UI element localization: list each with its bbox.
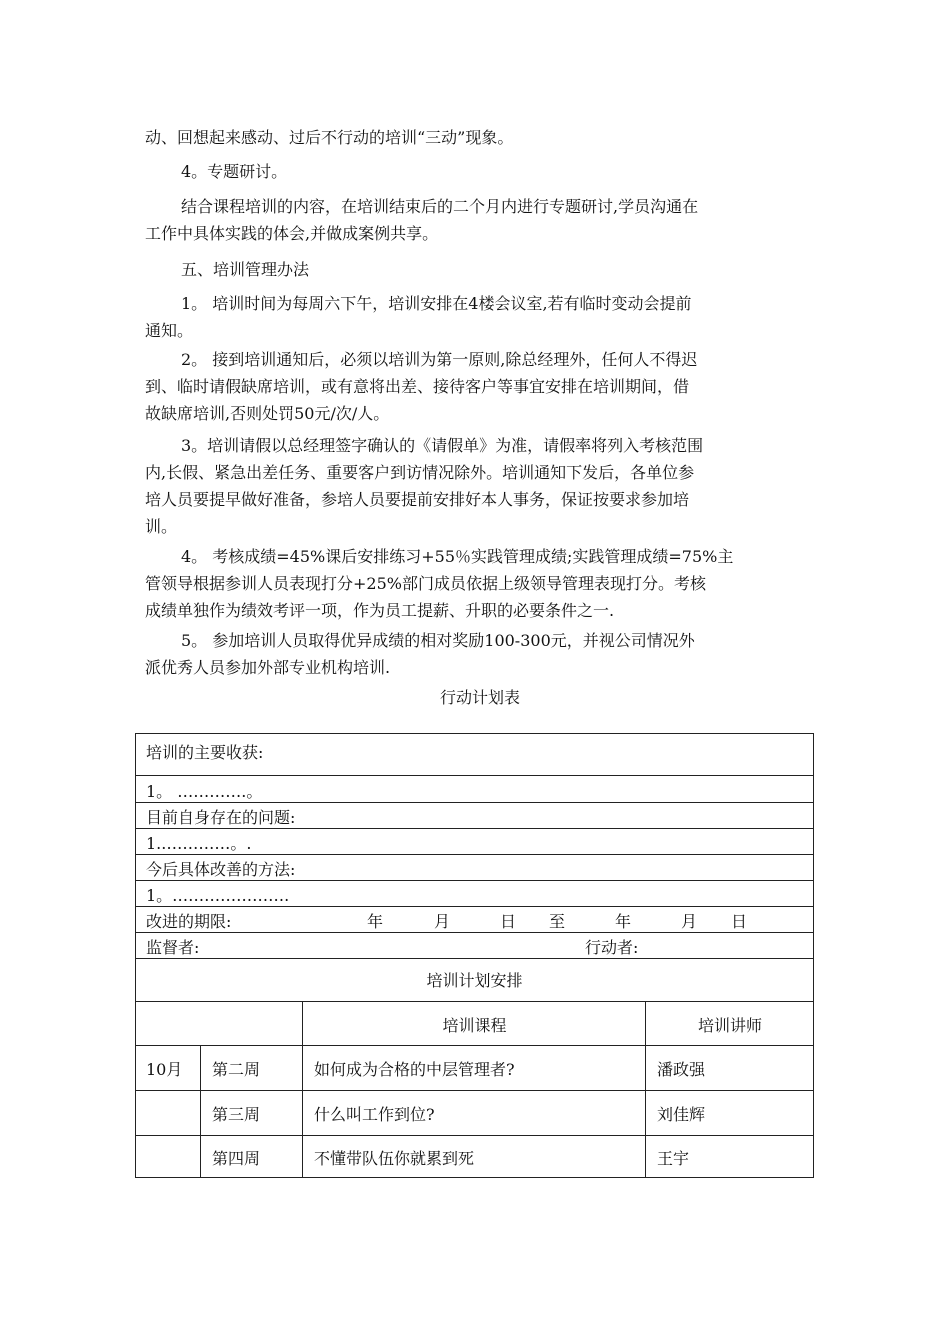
paragraph-rule-2 [145,346,815,427]
text-line: 到、临时请假缺席培训，或有意将出差、接待客户等事宜安排在培训期间，借 [145,377,690,396]
day-label: 日 [500,912,517,931]
course-cell: 如何成为合格的中层管理者? [314,1060,515,1079]
text-line: 4。 考核成绩=45%课后安排练习+55％实践管理成绩;实践管理成绩=75%主 [181,547,734,566]
lecturer-cell: 王宇 [657,1149,690,1168]
lecturer-cell: 刘佳辉 [657,1105,706,1124]
text-line: 培人员要提早做好准备，参培人员要提前安排好本人事务，保证按要求参加培 [145,490,690,509]
year-label: 年 [615,912,632,931]
gains-item-row [136,775,813,803]
paragraph-1 [145,124,815,151]
heading-management [145,256,851,283]
paragraph-rule-1 [145,290,815,344]
schedule-row [136,1090,813,1136]
column-divider [645,1001,646,1178]
lecturer-cell: 潘政强 [657,1060,706,1079]
problems-label-row [136,802,813,829]
text-line: 五、培训管理办法 [181,260,310,279]
text-line: 4。专题研讨。 [181,162,288,181]
course-cell: 什么叫工作到位? [314,1105,435,1124]
text-line: 动、回想起来感动、过后不行动的培训“三动”现象。 [145,128,514,147]
month-label: 月 [434,912,451,931]
week-cell: 第三周 [212,1105,261,1124]
week-cell: 第二周 [212,1060,261,1079]
course-header: 培训课程 [442,1016,507,1035]
actor-label: 行动者: [585,938,639,957]
day-label: 日 [731,912,748,931]
text-line: 成绩单独作为绩效考评一项，作为员工提薪、升职的必要条件之一. [145,601,615,620]
supervisor-label: 监督者: [146,938,200,957]
text-line: 管领导根据参训人员表现打分+25%部门成员依据上级领导管理表现打分。考核 [145,574,706,593]
text-line: 故缺席培训,否则处罚50元/次/人。 [145,404,390,423]
year-label: 年 [367,912,384,931]
paragraph-rule-3 [145,432,815,540]
problems-item: 1..…………。. [146,834,252,853]
month-cell: 10月 [146,1060,183,1079]
paragraph-rule-4 [145,543,815,624]
column-divider [302,1001,303,1178]
schedule-row [136,1135,813,1178]
month-label: 月 [681,912,698,931]
text-line: 通知。 [145,321,194,340]
methods-item: 1。…………………. [146,886,290,905]
week-cell: 第四周 [212,1149,261,1168]
schedule-row [136,1045,813,1091]
text-line: 3。培训请假以总经理签字确认的《请假单》为准，请假率将列入考核范围 [181,436,704,455]
table-title: 行动计划表 [439,688,520,707]
methods-label: 今后具体改善的方法: [146,860,296,879]
text-line: 5。 参加培训人员取得优异成绩的相对奖励100-300元，并视公司情况外 [181,631,695,650]
deadline-row [136,906,813,933]
text-line: 工作中具体实践的体会,并做成案例共享。 [145,224,439,243]
action-plan-table [135,733,814,1178]
to-label: 至 [549,912,566,931]
schedule-title-row [136,958,813,1002]
text-line: 2。 接到培训通知后，必须以培训为第一原则,除总经理外，任何人不得迟 [181,350,698,369]
schedule-title: 培训计划安排 [426,971,523,990]
text-line: 训。 [145,517,178,536]
gains-label-row [136,734,813,776]
text-line: 派优秀人员参加外部专业机构培训. [145,658,391,677]
text-line: 1。 培训时间为每周六下午，培训安排在4楼会议室,若有临时变动会提前 [181,294,692,313]
problems-label: 目前自身存在的问题: [146,808,296,827]
text-line: 内,长假、紧急出差任务、重要客户到访情况除外。培训通知下发后，各单位参 [145,463,695,482]
lecturer-header: 培训讲师 [697,1016,762,1035]
gains-item: 1。 ………….。 [146,782,263,801]
methods-item-row [136,880,813,907]
schedule-header-row [136,1001,813,1046]
text-line: 结合课程培训的内容，在培训结束后的二个月内进行专题研讨,学员沟通在 [181,197,699,216]
methods-label-row [136,854,813,881]
paragraph-seminar [145,193,815,247]
course-cell: 不懂带队伍你就累到死 [314,1149,475,1168]
signature-row [136,932,813,959]
gains-label: 培训的主要收获: [146,743,264,762]
problems-item-row [136,828,813,855]
deadline-label: 改进的期限: [146,912,232,931]
column-divider [200,1045,201,1178]
paragraph-rule-5 [145,627,815,681]
heading-special-seminar [145,158,851,185]
